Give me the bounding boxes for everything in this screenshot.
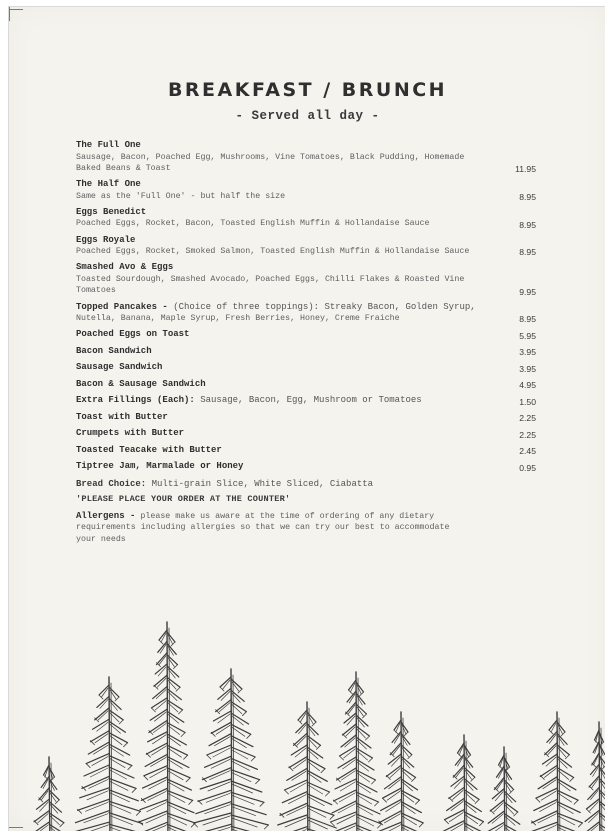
menu-item-name — [76, 262, 536, 274]
menu-item-description: Toasted Sourdough, Smashed Avocado, Poached Eggs, Chilli Flakes & Roasted Vine Tomatoes — [76, 274, 486, 297]
menu-item-price: 2.45 — [519, 446, 536, 456]
menu-item-price: 8.95 — [519, 247, 536, 257]
menu-title: BREAKFAST / BRUNCH — [9, 79, 605, 101]
menu-item — [76, 362, 536, 374]
menu-item-name — [76, 179, 536, 191]
menu-item-title: Bacon Sandwich — [76, 346, 152, 356]
menu-item — [76, 461, 536, 473]
menu-item — [76, 379, 536, 391]
menu-item-price: 3.95 — [519, 364, 536, 374]
menu-item — [76, 179, 536, 202]
menu-item — [76, 428, 536, 440]
menu-item-title: Eggs Benedict — [76, 207, 146, 217]
menu-item — [76, 395, 536, 407]
menu-item-description: Poached Eggs, Rocket, Smoked Salmon, Toasted English Muffin & Hollandaise Sauce — [76, 246, 486, 257]
menu-list — [76, 140, 536, 545]
menu-item-description: Sausage, Bacon, Poached Egg, Mushrooms, Vine Tomatoes, Black Pudding, Homemade Baked Beans & Toast — [76, 152, 486, 175]
pine-tree-icon — [189, 669, 273, 831]
pine-tree-icon — [440, 735, 488, 831]
menu-item-title: Poached Eggs on Toast — [76, 329, 189, 339]
menu-item-title: Eggs Royale — [76, 235, 135, 245]
menu-item-price: 9.95 — [519, 287, 536, 297]
menu-item-name — [76, 362, 536, 374]
bread-choice-label: Bread Choice: — [76, 479, 146, 489]
menu-item-name — [76, 445, 536, 457]
menu-item-price: 8.95 — [519, 192, 536, 202]
menu-item-price: 3.95 — [519, 347, 536, 357]
menu-item-description: Nutella, Banana, Maple Syrup, Fresh Berries, Honey, Creme Fraiche — [76, 313, 486, 324]
menu-item-title: Crumpets with Butter — [76, 428, 184, 438]
menu-page — [8, 6, 605, 831]
crop-mark-top — [9, 9, 23, 10]
menu-item-description: Poached Eggs, Rocket, Bacon, Toasted English Muffin & Hollandaise Sauce — [76, 218, 486, 229]
pine-tree-icon — [71, 677, 147, 831]
menu-item-price: 4.95 — [519, 380, 536, 390]
menu-item-title: Smashed Avo & Eggs — [76, 262, 173, 272]
menu-item — [76, 302, 536, 325]
pine-tree-icon — [29, 757, 68, 831]
allergens-label: Allergens - — [76, 511, 135, 521]
menu-item-title: Bacon & Sausage Sandwich — [76, 379, 206, 389]
menu-item-name — [76, 235, 536, 247]
menu-item-title: Toasted Teacake with Butter — [76, 445, 222, 455]
pine-tree-icon — [527, 712, 587, 831]
pine-forest-illustration — [9, 607, 605, 831]
crop-mark-left — [9, 7, 10, 21]
menu-item-inline-detail: (Choice of three toppings): Streaky Bacon, Golden Syrup, — [173, 302, 475, 312]
menu-item-name — [76, 329, 536, 341]
menu-item — [76, 329, 536, 341]
menu-item — [76, 207, 536, 230]
menu-item-price: 8.95 — [519, 220, 536, 230]
menu-item-title: Extra Fillings (Each): — [76, 395, 195, 405]
menu-item — [76, 412, 536, 424]
menu-item-name — [76, 346, 536, 358]
menu-item-price: 5.95 — [519, 331, 536, 341]
pine-tree-icon — [484, 747, 524, 831]
menu-item-name — [76, 461, 536, 473]
menu-item-title: Sausage Sandwich — [76, 362, 162, 372]
menu-item-title: The Half One — [76, 179, 141, 189]
menu-item-inline-detail: Sausage, Bacon, Egg, Mushroom or Tomatoes — [200, 395, 421, 405]
menu-subtitle: - Served all day - — [9, 109, 605, 123]
menu-item — [76, 262, 536, 296]
menu-item-price: 8.95 — [519, 314, 536, 324]
menu-item-name — [76, 395, 536, 407]
menu-item — [76, 140, 536, 174]
menu-item-title: Topped Pancakes - — [76, 302, 168, 312]
pine-tree-icon — [375, 712, 427, 831]
menu-item-title: The Full One — [76, 140, 141, 150]
menu-item-price: 2.25 — [519, 413, 536, 423]
menu-item-price: 11.95 — [515, 164, 536, 174]
menu-item-title: Tiptree Jam, Marmalade or Honey — [76, 461, 243, 471]
menu-item-name — [76, 302, 536, 314]
allergens-note — [76, 511, 466, 546]
menu-item-name — [76, 379, 536, 391]
menu-item-description: Same as the 'Full One' - but half the size — [76, 191, 486, 202]
allergens-text: please make us aware at the time of ordering of any dietary requirements including allergies so that we can try our best to accommodate your needs — [76, 512, 449, 544]
menu-item-name — [76, 140, 536, 152]
menu-item-title: Toast with Butter — [76, 412, 168, 422]
bread-choice-options: Multi-grain Slice, White Sliced, Ciabatta — [152, 479, 373, 489]
order-notice: 'PLEASE PLACE YOUR ORDER AT THE COUNTER' — [76, 494, 536, 504]
bread-choice — [76, 478, 536, 490]
pine-tree-icon — [328, 672, 385, 831]
pine-tree-icon — [136, 622, 197, 831]
menu-item-price: 0.95 — [519, 463, 536, 473]
pine-tree-icon — [273, 702, 341, 831]
menu-item-name — [76, 412, 536, 424]
menu-item — [76, 346, 536, 358]
pine-tree-icon — [582, 722, 605, 831]
menu-item-name — [76, 428, 536, 440]
menu-item-price: 1.50 — [519, 397, 536, 407]
menu-item-price: 2.25 — [519, 430, 536, 440]
menu-item — [76, 235, 536, 258]
menu-item — [76, 445, 536, 457]
menu-item-name — [76, 207, 536, 219]
